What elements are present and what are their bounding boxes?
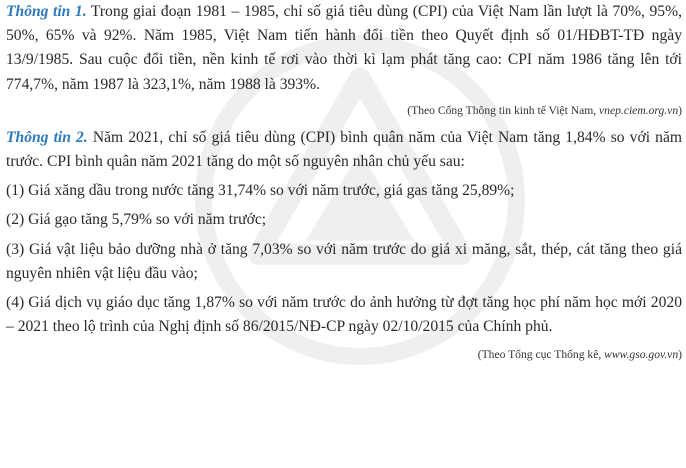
info1-source-suffix: ) (678, 103, 682, 117)
info2-item-2: (2) Giá gạo tăng 5,79% so với năm trước; (6, 211, 267, 229)
info2-source-suffix: ) (678, 348, 682, 362)
info2-item-3: (3) Giá vật liệu bảo dưỡng nhà ở tăng 7,03% so với năm trước do giá xi măng, sắt, thép, cát tăng theo giá nguyên nhiên vật liệu đầu vào; (6, 240, 682, 282)
info2-paragraph (6, 126, 682, 174)
info1-text: Trong giai đoạn 1981 – 1985, chỉ số giá tiêu dùng (CPI) của Việt Nam lần lượt là 70%, 95%, 50%, 65% và 92%. Năm 1985, Việt Nam tiến hành đổi tiền theo Quyết định số 01/HĐBT-TĐ ngày 13/9/1985. Sau cuộc đổi tiền, nền kinh tế rơi vào thời kì lạm phát tăng cao: CPI năm 1986 tăng lên tới 774,7%, năm 1987 là 323,1%, năm 1988 là 393%. (6, 3, 682, 93)
info2-item-4: (4) Giá dịch vụ giáo dục tăng 1,87% so với năm trước do ảnh hưởng từ đợt tăng học phí năm học mới 2020 – 2021 theo lộ trình của Nghị định số 86/2015/NĐ-CP ngày 02/10/2015 của Chính phủ. (6, 294, 682, 336)
info2-source (6, 346, 682, 364)
info2-item-1: (1) Giá xăng dầu trong nước tăng 31,74% so với năm trước, giá gas tăng 25,89%; (6, 182, 515, 200)
info1-source-prefix: (Theo Cổng Thông tin kinh tế Việt Nam, (407, 103, 600, 117)
info1-source (6, 102, 682, 120)
info2-source-prefix: (Theo Tổng cục Thống kê, (477, 348, 605, 362)
info2-source-site: www.gso.gov.vn (604, 348, 679, 362)
info1-paragraph (6, 0, 682, 97)
document-page (6, 0, 682, 364)
info1-heading: Thông tin 1. (6, 3, 87, 20)
info1-source-site: vnep.ciem.org.vn (599, 103, 679, 117)
info2-heading: Thông tin 2. (6, 128, 88, 146)
info2-text: Năm 2021, chỉ số giá tiêu dùng (CPI) bình quân năm của Việt Nam tăng 1,84% so với năm trước. CPI bình quân năm 2021 tăng do một số nguyên nhân chủ yếu sau: (6, 128, 682, 171)
